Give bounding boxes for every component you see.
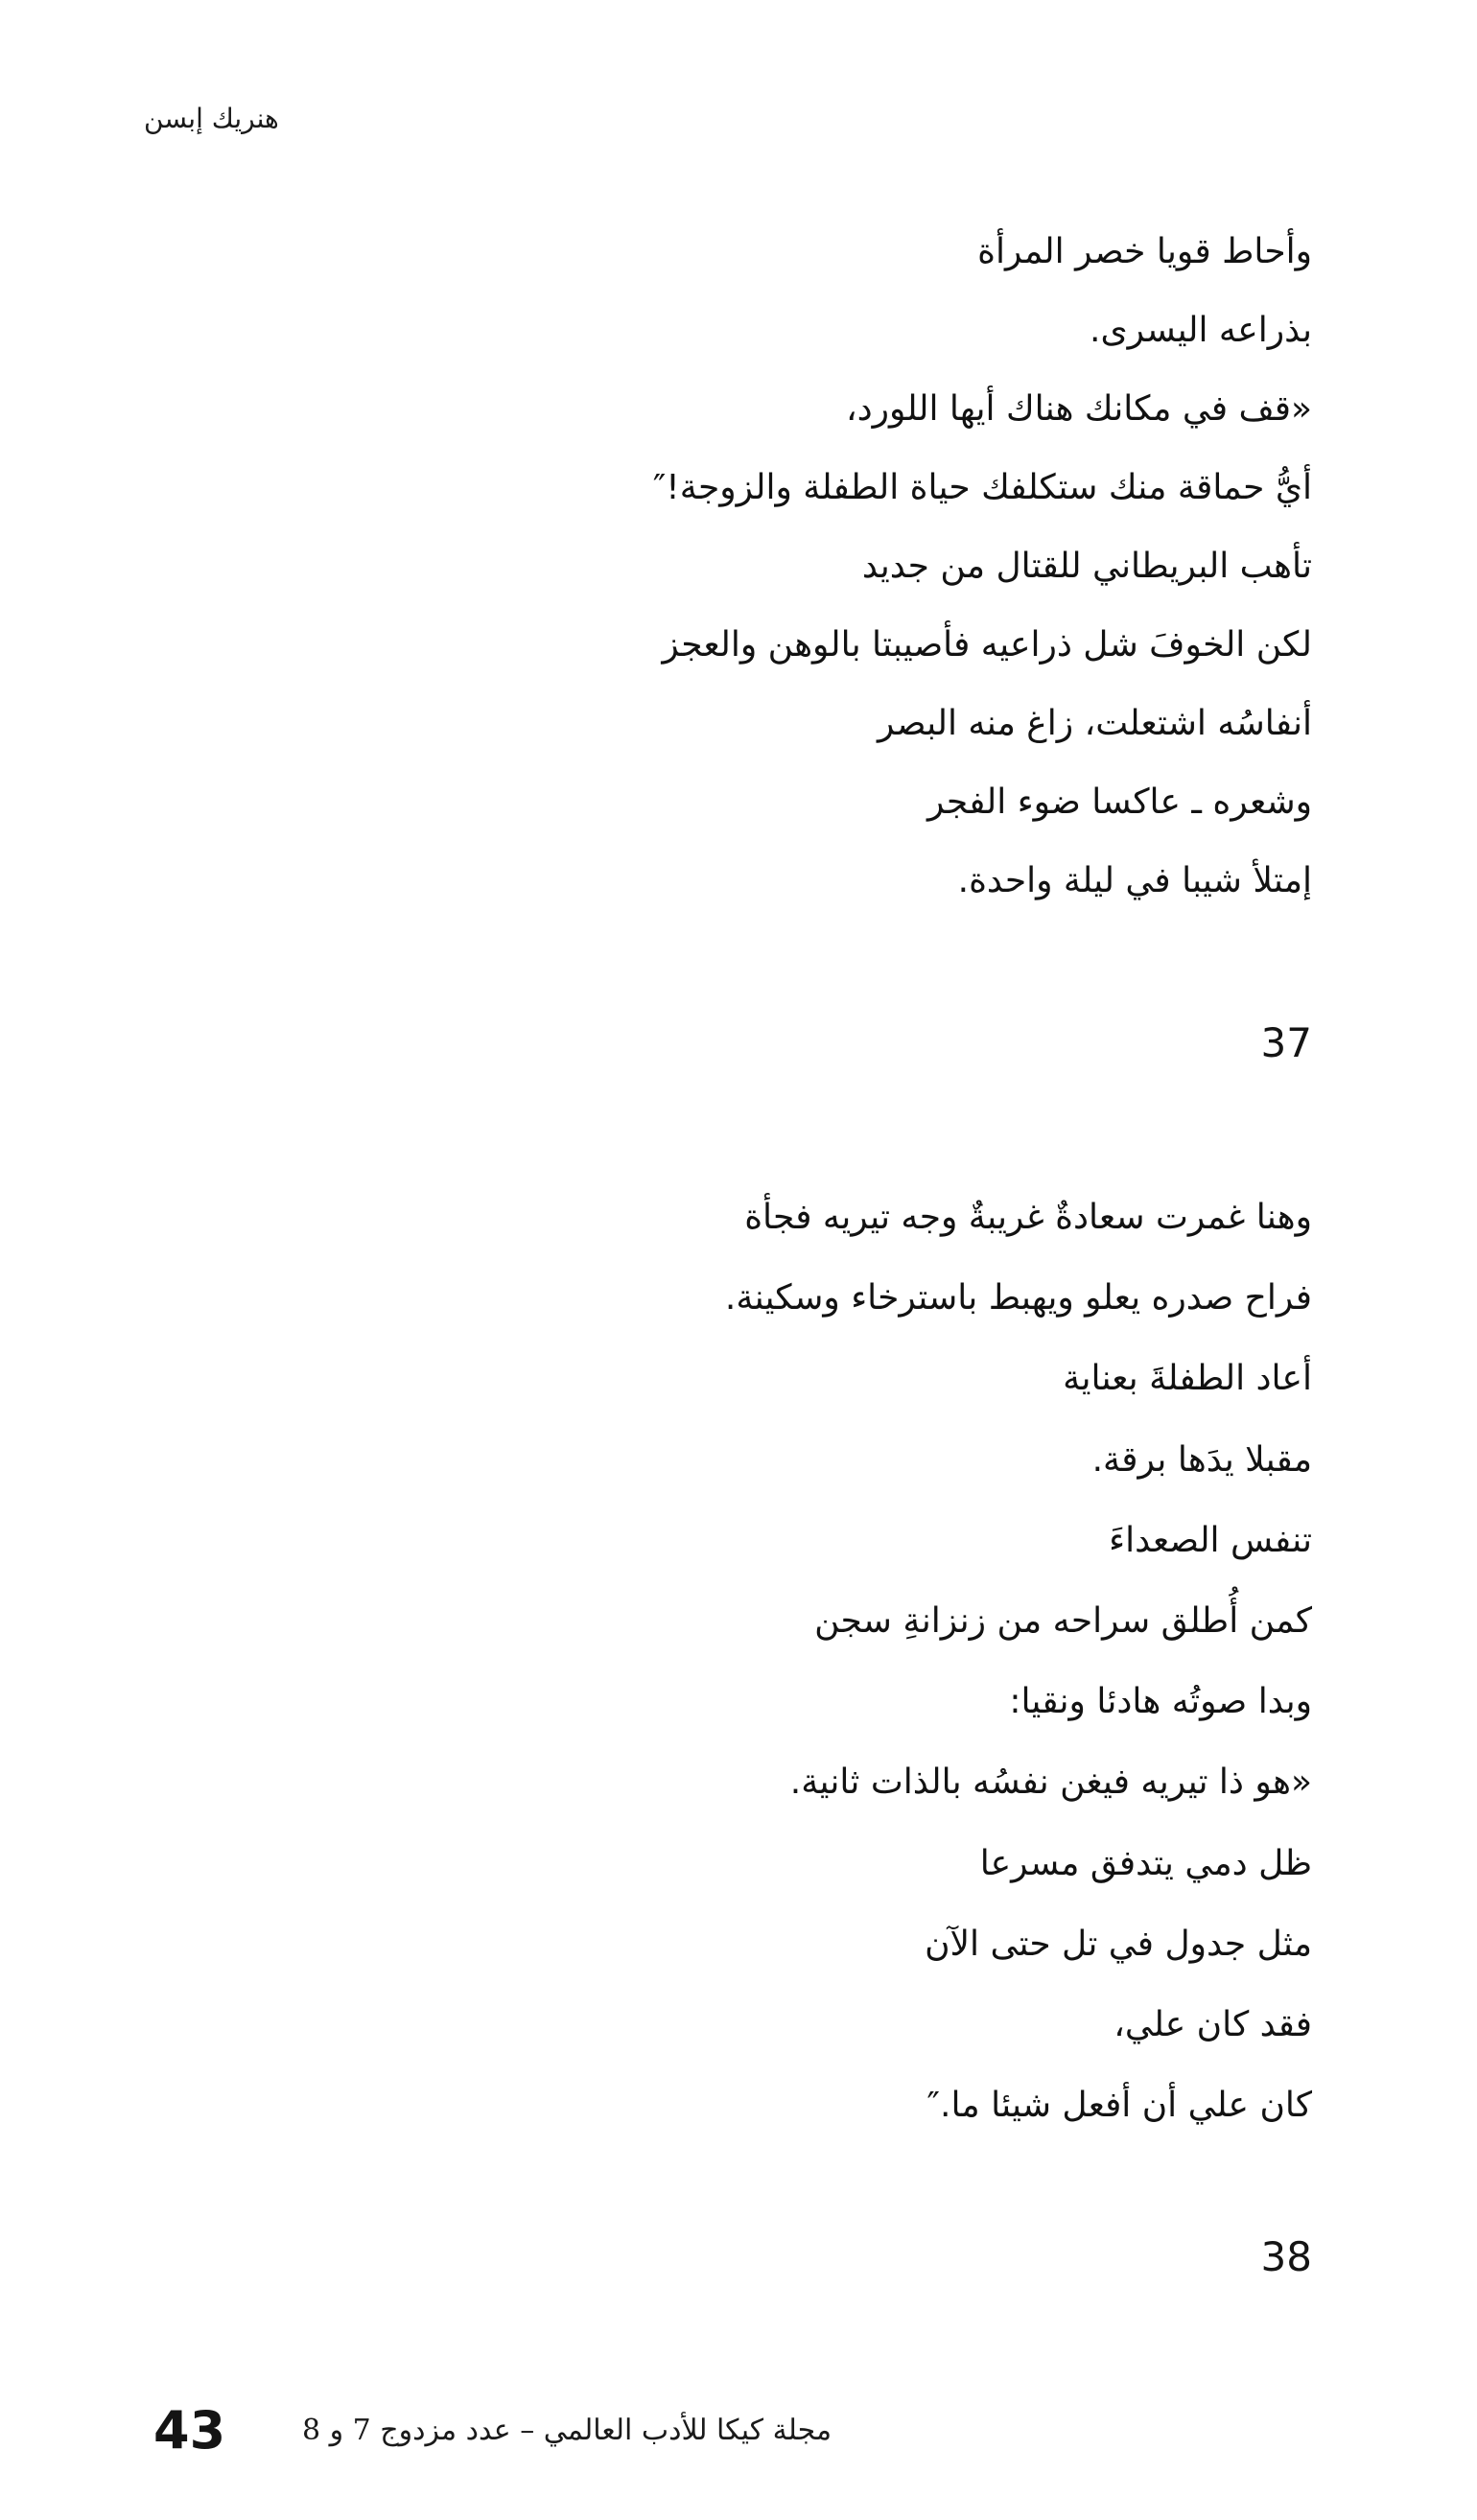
section-number-38: 38 — [1260, 2233, 1312, 2280]
verse-line: كان علي أن أفعل شيئا ما.″ — [926, 2086, 1312, 2126]
stanza-38 — [353, 1178, 1312, 2146]
verse-line: ظل دمي يتدفق مسرعا — [979, 1843, 1312, 1883]
verse-line: بذراعه اليسرى. — [1090, 311, 1312, 350]
page-number: 43 — [153, 2400, 226, 2461]
verse-line: أيُّ حماقة منك ستكلفك حياة الطفلة والزوجة!″ — [652, 468, 1312, 507]
verse-line: وشعره ـ عاكسا ضوء الفجر — [926, 782, 1312, 822]
verse-line: وهنا غمرت سعادةٌ غريبةٌ وجه تيريه فجأة — [744, 1198, 1312, 1237]
verse-line: مقبلا يدَها برقة. — [1091, 1439, 1312, 1480]
verse-line: كمن أُطلق سراحه من زنزانةِ سجن — [814, 1600, 1312, 1641]
verse-line: مثل جدول في تل حتى الآن — [925, 1924, 1312, 1964]
verse-line: لكن الخوفَ شل ذراعيه فأصيبتا بالوهن والعجز — [662, 625, 1312, 665]
verse-line: فقد كان علي، — [1114, 2004, 1312, 2044]
journal-title: مجلة كيكا للأدب العالمي – عدد مزدوج 7 و 8 — [302, 2414, 832, 2447]
page-footer — [153, 2397, 882, 2464]
verse-line: تنفس الصعداءَ — [1109, 1520, 1312, 1560]
stanza-37 — [353, 213, 1312, 921]
verse-line: وبدا صوتُه هادئا ونقيا: — [1009, 1682, 1312, 1722]
verse-line: وأحاط قويا خصر المرأة — [977, 232, 1312, 271]
verse-line: «هو ذا تيريه فيغن نفسُه بالذات ثانية. — [789, 1762, 1312, 1803]
verse-line: تأهب البريطاني للقتال من جديد — [861, 547, 1312, 586]
verse-line: «قف في مكانك هناك أيها اللورد، — [845, 389, 1312, 429]
section-number-37: 37 — [1260, 1019, 1312, 1066]
verse-line: إمتلأ شيبا في ليلة واحدة. — [957, 861, 1312, 900]
verse-line: أنفاسُه اشتعلت، زاغ منه البصر — [878, 704, 1312, 743]
running-head-author: هنريك إبسن — [144, 103, 279, 134]
verse-line: أعاد الطفلةَ بعناية — [1063, 1359, 1312, 1399]
verse-line: فراح صدره يعلو ويهبط باسترخاء وسكينة. — [724, 1278, 1312, 1318]
